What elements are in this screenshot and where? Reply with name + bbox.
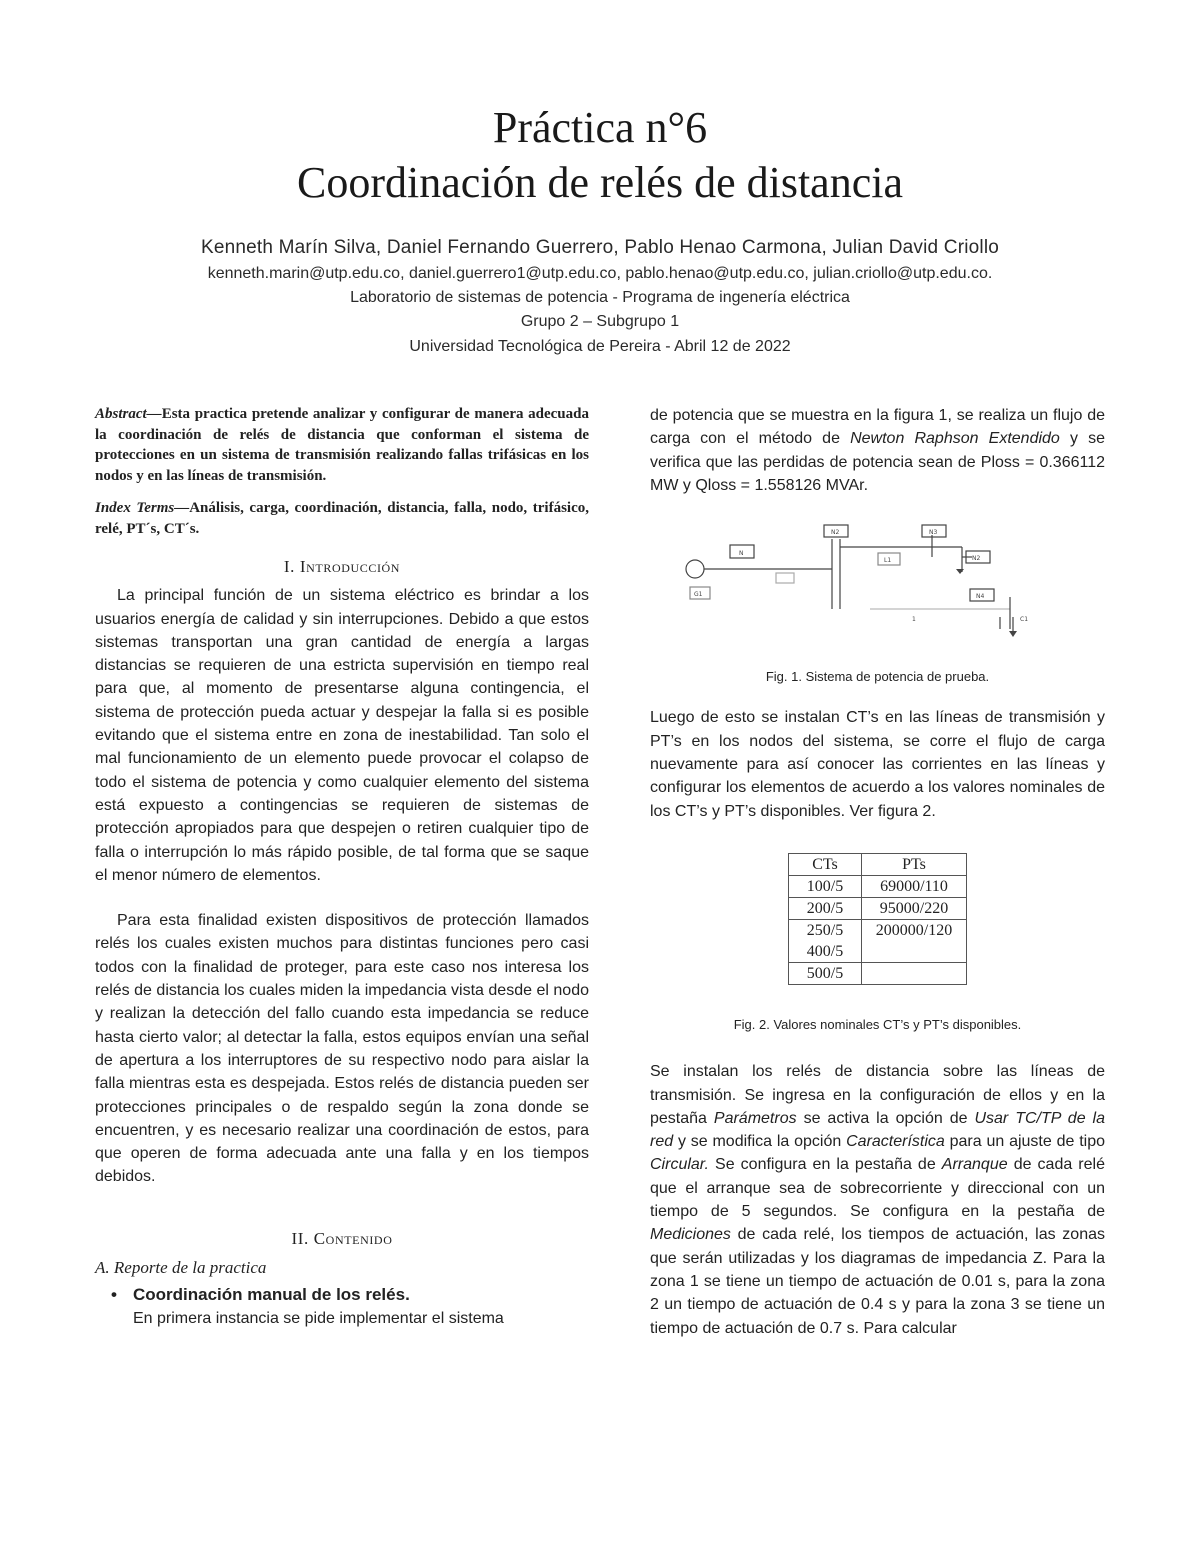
p3-em: Parámetros [713,1109,797,1127]
p3-text: de cada relé que el arranque sea de sobrecorriente y direccional con un tiempo de 5 segundos. Se configura en la pestaña de [650,1156,1105,1221]
p3-em: Mediciones [650,1226,731,1244]
fig1-label: 1 [912,616,916,624]
generator-symbol [686,560,704,578]
right-paragraph-3 [650,1060,1105,1340]
p3-text: Se instalan los relés de distancia sobre las líneas de transmisión. Se ingresa en la configuración de ellos y en la pestaña [650,1063,1105,1127]
table-header-row [789,853,967,875]
subsection-a-title: A. Reporte de la practica [95,1258,267,1278]
group: Grupo 2 – Subgrupo 1 [520,313,680,330]
university-date: Universidad Tecnológica de Pereira - Abril 12 de 2022 [409,338,791,355]
author-emails: kenneth.marin@utp.edu.co, daniel.guerrero1@utp.edu.co, pablo.henao@utp.edu.co, julian.criollo@utp.edu.co. [207,265,993,282]
table-cell: 500/5 [789,962,862,984]
fig1-label: N4 [976,593,985,601]
index-lead: Index Terms— [95,500,190,516]
p3-text: para un ajuste de tipo [944,1133,1106,1151]
p3-text: se activa la opción de [796,1109,975,1127]
fig1-label: C1 [1020,616,1029,624]
ct-pt-table [788,853,967,985]
p1-em: Newton Raphson Extendido [850,430,1060,448]
bullet-item [95,1283,589,1306]
table-cell: 100/5 [789,875,862,897]
paper-title-line2: Coordinación de relés de distancia [296,158,903,207]
section-contenido-title: II. Contenido [291,1228,393,1248]
one-line-diagram [650,517,1105,657]
left-column [95,404,589,1330]
table-row [789,897,967,919]
figure-2-caption: Fig. 2. Valores nominales CT’s y PT’s disponibles. [733,1016,1022,1032]
abstract [95,404,589,486]
p3-em: Arranque [941,1156,1008,1174]
table-wrapper [650,853,1105,985]
p3-em: Usar TC/TP de la red [650,1109,1106,1151]
table-row [789,962,967,984]
right-paragraph-2: Luego de esto se instalan CT’s en las líneas de transmisión y PT’s en los nodos del sistema, se corre el flujo de carga nuevamente para así conocer las corrientes en las líneas y configurar los elementos de acuerdo a los valores nominales de los CT’s y PT’s disponibles. Ver figura 2. [650,709,1105,820]
table-cell: 200/5 [789,897,862,919]
table-header-cts: CTs [789,853,862,875]
table-cell: 69000/110 [862,875,967,897]
fig1-label: N2 [831,529,840,537]
bullet-dot: • [111,1285,117,1305]
index-text: Análisis, carga, coordinación, distancia, falla, nodo, trifásico, relé, PT´s, CT´s. [95,500,589,537]
fig1-label: N3 [929,529,938,537]
right-column [650,404,1105,1340]
table-row [789,919,967,962]
right-paragraph-1 [650,404,1105,497]
figure-1-caption: Fig. 1. Sistema de potencia de prueba. [765,669,990,685]
p1-text-a: de potencia que se muestra en la figura 1, se realiza un flujo de carga con el método de [650,407,1105,448]
bullet-body-text: En primera instancia se pide implementar el sistema [133,1309,504,1327]
abstract-text: Esta practica pretende analizar y configurar de manera adecuada la coordinación de relés de distancia que conforman el sistema de protecciones en un sistema de transmisión realizando fallas trifásicas en los nodos y en las líneas de transmisión. [95,406,589,484]
abstract-lead: Abstract— [95,406,162,422]
fig1-label: L1 [884,557,892,565]
p3-text: Se configura en la pestaña de [708,1156,942,1174]
p3-text: de cada relé, los tiempos de actuación, las zonas que serán utilizadas y los diagramas de impedancia Z. Para la zona 1 se tiene un tiempo de actuación de 0.01 s, para la zona 2 un tiempo de actuación de 0.4 s y para la zona 3 se tiene un tiempo de actuación de 0.7 s. Para calcular [650,1226,1105,1337]
fig1-label: N2 [972,555,981,563]
intro-paragraph-2: Para esta finalidad existen dispositivos de protección llamados relés los cuales existen muchos para distintas funciones pero casi todos con la finalidad de proteger, para este caso nos interesa los relés de distancia los cuales miden la impedancia vista desde el nodo y realizan la detección del fallo cuando esta impedancia se reduce hasta cierto valor; al detectar la falla, estos equipos envían una señal de apertura a los interruptores de su respectivo nodo para aislar la falla mientras esta es despejada. Estos relés de distancia pueden ser protecciones principales o de respaldo según la zona donde se encuentren, y es necesario realizar una coordinación de estos, para que operen de forma adecuada ante una falla y en los tiempos debidos. [95,912,589,1186]
p3-em: Característica [846,1133,945,1151]
laboratory: Laboratorio de sistemas de potencia - Programa de ingenería eléctrica [350,289,850,306]
fig1-label: N [739,550,744,558]
table-row [789,875,967,897]
p3-text: y se modifica la opción [673,1133,847,1151]
section-introduccion-title: I. Introducción [283,557,401,576]
authors: Kenneth Marín Silva, Daniel Fernando Guerrero, Pablo Henao Carmona, Julian David Criollo [200,237,1000,258]
intro-paragraph-1: La principal función de un sistema eléctrico es brindar a los usuarios energía de calidad y sin interrupciones. Debido a que estos sistemas transportan una gran cantidad de energía a largas distancias se requieren de una estricta supervisión en tiempo real para que, al momento de presentarse alguna contingencia, el sistema de protección pueda actuar y despejar la falla si es posible evitando que el sistema entre en zona de inestabilidad. Tan solo el mal funcionamiento de un elemento puede provocar el colapso de todo el sistema de potencia y como cualquier elemento del sistema está expuesto a contingencias se requieren de sistemas de protección apropiados para que despejen o retiren cualquier tipo de falla o interrupción lo más rápido posible, de tal forma que se saque el menor número de elementos. [95,587,589,884]
table-cell [862,962,967,984]
table-header-pts: PTs [862,853,967,875]
index-terms [95,498,589,539]
p1-text-b: y se verifica que las perdidas de potencia sean de Ploss = 0.366112 MW y Qloss = 1.558126 MVAr. [650,430,1105,494]
figure-1-power-system-diagram [650,517,1105,657]
table-cell: 250/5 400/5 [789,919,862,962]
fig1-label: G1 [694,591,703,599]
p3-em: Circular. [650,1156,709,1174]
paper-title-line1: Práctica n°6 [492,103,708,152]
table-cell: 200000/120 [862,919,967,962]
table-cell: 95000/220 [862,897,967,919]
bullet-title: Coordinación manual de los relés. [133,1285,410,1305]
